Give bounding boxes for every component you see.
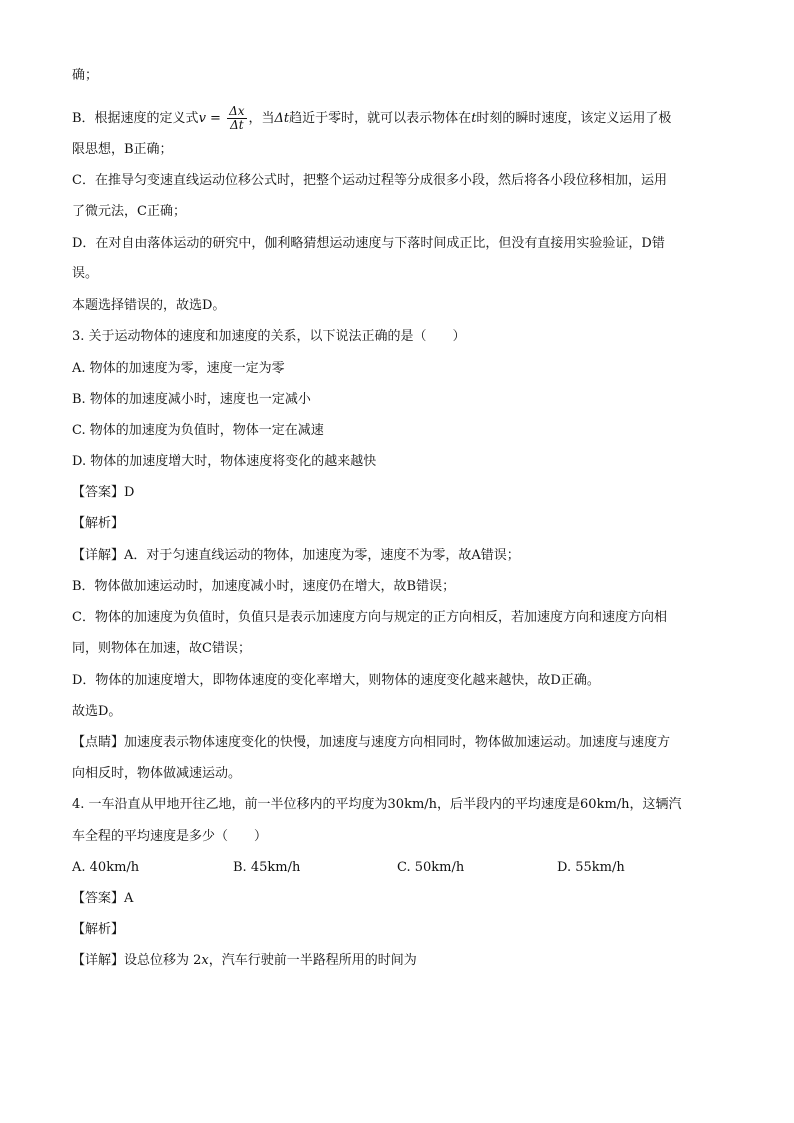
q4-question-line2: 车全程的平均速度是多少（ ） (72, 829, 268, 844)
q3-question: 3. 关于运动物体的速度和加速度的关系，以下说法正确的是（ ） (72, 329, 466, 344)
q2-option-b-line2: 限思想，B正确； (72, 142, 173, 157)
q2-b-mid: ，当 (248, 111, 275, 126)
q2-option-b-line (72, 105, 732, 132)
q2-option-d-line2: 误。 (72, 266, 99, 281)
fraction-denominator: Δt (230, 118, 244, 132)
q2-conclusion: 本题选择错误的，故选D。 (72, 298, 226, 313)
q2-b-post: 时刻的瞬时速度，该定义运用了极 (476, 111, 672, 126)
q3-option-d: D. 物体的加速度增大时，物体速度将变化的越来越快 (72, 454, 377, 469)
q3-choose: 故选D。 (72, 704, 122, 719)
velocity-symbol: v (198, 111, 206, 126)
q4-option-c: C. 50km/h (397, 860, 465, 875)
q2-option-c-line1: C．在推导匀变速直线运动位移公式时，把整个运动过程等分成很多小段，然后将各小段位移相加，运用 (72, 173, 667, 188)
q3-option-c: C. 物体的加速度为负值时，物体一定在减速 (72, 423, 324, 438)
q3-detail-d: D．物体的加速度增大，即物体速度的变化率增大，则物体的速度变化越来越快，故D正确。 (72, 673, 600, 688)
q2-b-pre: B．根据速度的定义式 (72, 111, 199, 126)
q2-b-mid2: 趋近于零时，就可以表示物体在 (289, 111, 472, 126)
q4-question-line1: 4. 一车沿直从甲地开往乙地，前一半位移内的平均度为30km/h，后半段内的平均速度是60km/h，这辆汽 (72, 797, 682, 812)
q4-detail-post: ，汽车行驶前一半路程所用的时间为 (208, 953, 417, 968)
t-symbol: t (471, 111, 477, 126)
q3-detail-c-line2: 同，则物体在加速，故C错误； (72, 641, 251, 656)
q4-detail-line (72, 952, 732, 970)
q3-detail-c-line1: C．物体的加速度为负值时，负值只是表示加速度方向与规定的正方向相反，若加速度方向和速度方向相 (72, 610, 667, 625)
velocity-fraction (227, 105, 246, 132)
q3-detail-b: B．物体做加速运动时，加速度减小时，速度仍在增大，故B错误； (72, 579, 456, 594)
x-symbol: x (201, 953, 209, 968)
q4-option-d: D. 55km/h (557, 860, 625, 875)
q3-option-a: A. 物体的加速度为零，速度一定为零 (72, 361, 285, 376)
q2-tail-line: 确； (72, 68, 99, 83)
q3-option-b: B. 物体的加速度减小时，速度也一定减小 (72, 392, 311, 407)
q3-comment-line1: 【点睛】加速度表示物体速度变化的快慢，加速度与速度方向相同时，物体做加速运动。加速度与速度方 (72, 735, 671, 750)
q3-analysis-heading: 【解析】 (72, 516, 125, 531)
delta-t-symbol: Δt (274, 111, 290, 126)
q4-option-b: B. 45km/h (233, 860, 301, 875)
q2-option-c-line2: 了微元法，C正确； (72, 204, 186, 219)
q3-answer: 【答案】D (72, 485, 135, 500)
q3-comment-line2: 向相反时，物体做减速运动。 (72, 766, 242, 781)
q4-answer: 【答案】A (72, 891, 134, 906)
q4-detail-pre: 【详解】设总位移为 2 (72, 953, 202, 968)
q4-option-a: A. 40km/h (72, 860, 140, 875)
q3-detail-a: 【详解】A．对于匀速直线运动的物体，加速度为零，速度不为零，故A错误； (72, 548, 520, 563)
equals-sign: = (205, 111, 226, 126)
q2-option-d-line1: D．在对自由落体运动的研究中，伽利略猜想运动速度与下落时间成正比，但没有直接用实验验证，D错 (72, 236, 665, 251)
fraction-numerator: Δx (229, 104, 245, 118)
q4-analysis-heading: 【解析】 (72, 922, 125, 937)
